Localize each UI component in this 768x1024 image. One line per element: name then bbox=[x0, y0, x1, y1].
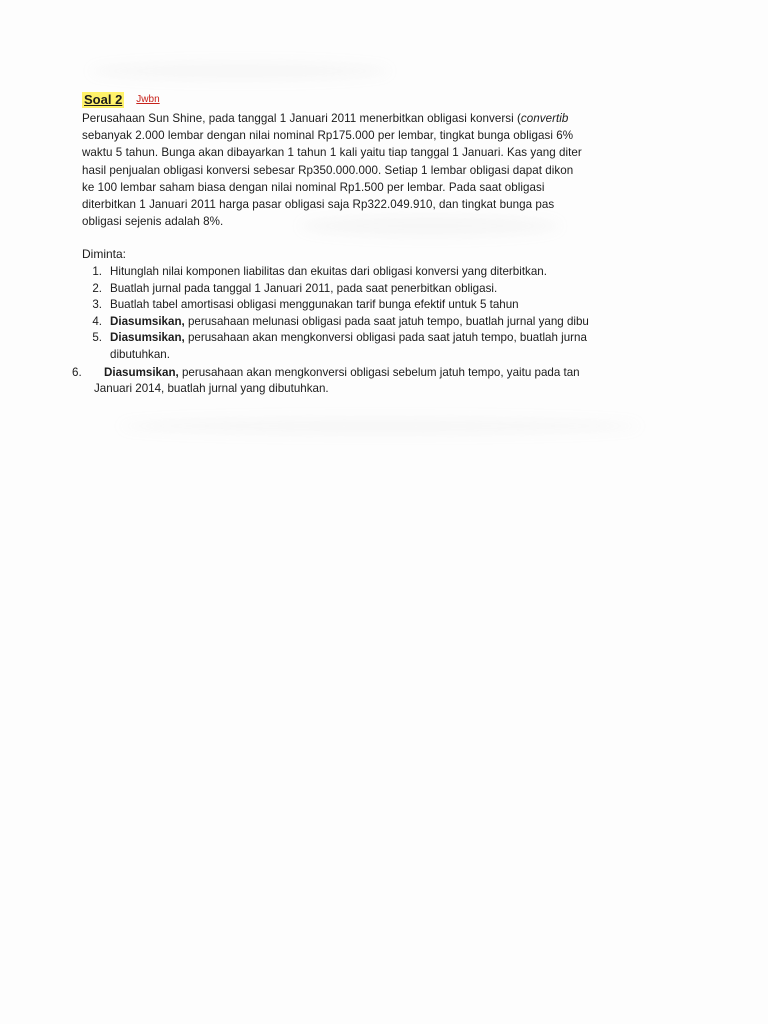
task-item bbox=[82, 314, 682, 331]
paragraph-line: obligasi sejenis adalah 8%. bbox=[82, 215, 224, 229]
title-row bbox=[82, 88, 682, 108]
task-item bbox=[72, 365, 682, 382]
paragraph-line: ke 100 lembar saham biasa dengan nilai nominal Rp1.500 per lembar. Pada saat obligasi bbox=[82, 180, 545, 194]
task-text: Diasumsikan, perusahaan akan mengkonversi obligasi pada saat jatuh tempo, buatlah jurna bbox=[110, 331, 587, 345]
scan-smudge bbox=[120, 418, 640, 434]
task-text: Diasumsikan, perusahaan akan mengkonversi obligasi sebelum jatuh tempo, yaitu pada tan bbox=[104, 365, 580, 379]
task-text: Buatlah tabel amortisasi obligasi menggunakan tarif bunga efektif untuk 5 tahun bbox=[110, 298, 519, 312]
handwritten-annotation: Jwbn bbox=[136, 94, 160, 105]
task-text: Buatlah jurnal pada tanggal 1 Januari 2011, pada saat penerbitkan obligasi. bbox=[110, 281, 498, 295]
task-text: Hitunglah nilai komponen liabilitas dan ekuitas dari obligasi konversi yang diterbitkan. bbox=[110, 265, 547, 279]
task-number: 1. bbox=[92, 265, 102, 279]
task-number: 3. bbox=[92, 298, 102, 312]
paragraph-line: Perusahaan Sun Shine, pada tanggal 1 Januari 2011 menerbitkan obligasi konversi (convertib bbox=[82, 112, 569, 125]
task-text-continued: dibutuhkan. bbox=[110, 347, 170, 361]
paragraph-line: diterbitkan 1 Januari 2011 harga pasar obligasi saja Rp322.049.910, dan tingkat bunga pas bbox=[82, 197, 555, 211]
problem-paragraph bbox=[82, 110, 682, 230]
task-number: 6. bbox=[72, 365, 82, 379]
scan-smudge bbox=[90, 62, 390, 80]
task-text: Diasumsikan, perusahaan melunasi obligasi pada saat jatuh tempo, buatlah jurnal yang dibu bbox=[110, 314, 589, 328]
task-number: 4. bbox=[92, 314, 102, 328]
task-item bbox=[82, 330, 682, 347]
task-item bbox=[82, 281, 682, 298]
diminta-heading: Diminta: bbox=[82, 247, 127, 262]
task-item bbox=[82, 264, 682, 281]
problem-block bbox=[72, 88, 682, 397]
paragraph-line: sebanyak 2.000 lembar dengan nilai nominal Rp175.000 per lembar, tingkat bunga obligasi 6% bbox=[82, 129, 574, 143]
paragraph-line: waktu 5 tahun. Bunga akan dibayarkan 1 tahun 1 kali yaitu tiap tanggal 1 Januari. Kas yang diter bbox=[82, 146, 582, 160]
task-text-continued: Januari 2014, buatlah jurnal yang dibutuhkan. bbox=[94, 382, 329, 396]
task-number: 5. bbox=[92, 331, 102, 345]
task-item bbox=[82, 297, 682, 314]
paragraph-line: hasil penjualan obligasi konversi sebesar Rp350.000.000. Setiap 1 lembar obligasi dapat dikon bbox=[82, 163, 574, 177]
task-number: 2. bbox=[92, 281, 102, 295]
problem-title: Soal 2 bbox=[84, 92, 123, 107]
task-list bbox=[72, 264, 682, 397]
